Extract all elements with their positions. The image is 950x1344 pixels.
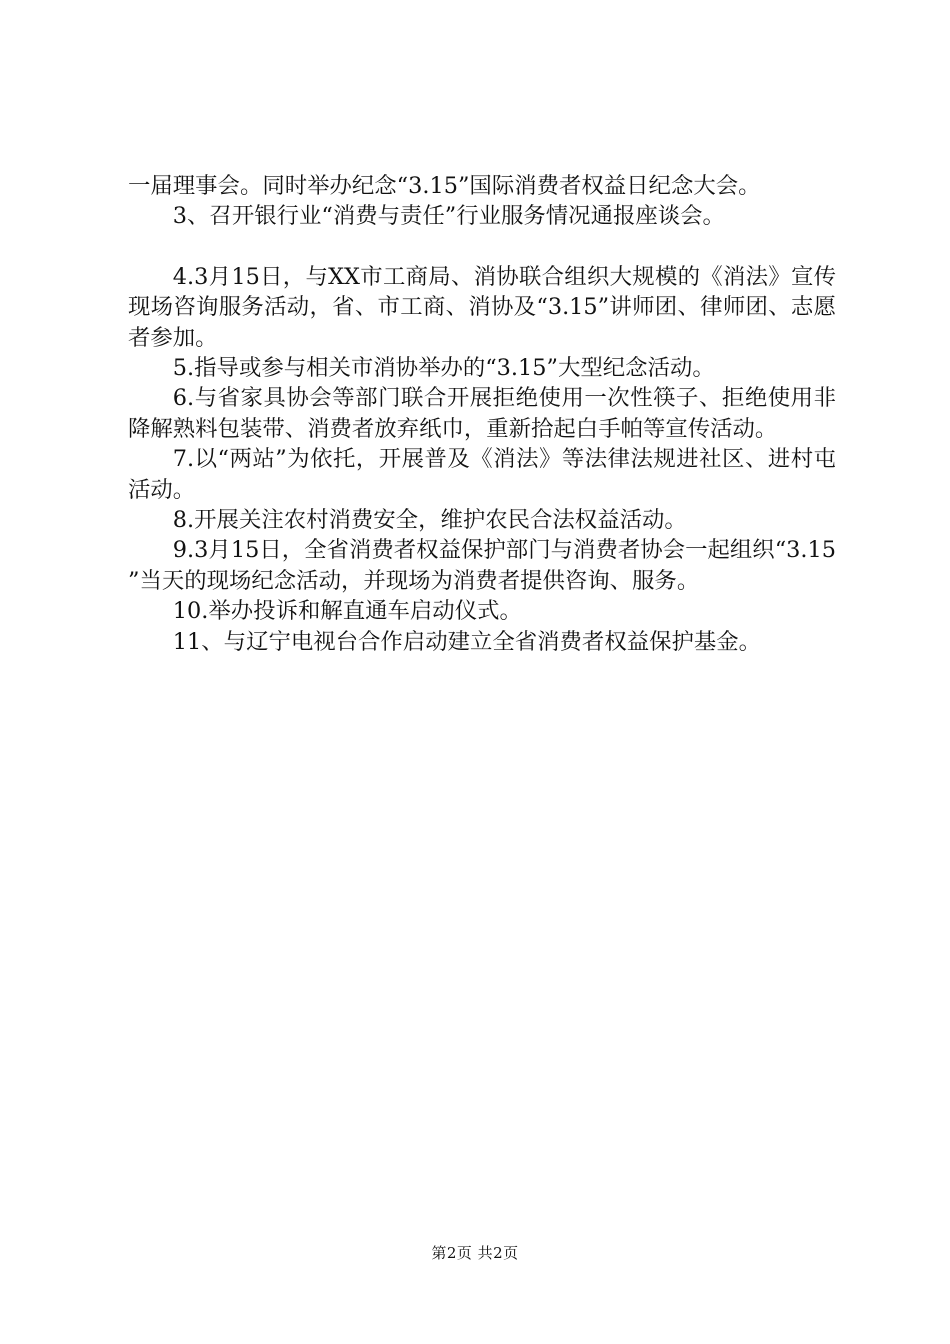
paragraph-item-9: 9.3月15日，全省消费者权益保护部门与消费者协会一起组织“3.15”当天的现场纪念活动，并现场为消费者提供咨询、服务。 xyxy=(128,537,836,594)
page-footer xyxy=(0,1242,950,1263)
paragraph-item-11: 11、与辽宁电视台合作启动建立全省消费者权益保护基金。 xyxy=(172,628,762,655)
paragraph-item-4: 4.3月15日，与XX市工商局、消协联合组织大规模的《消法》宣传现场咨询服务活动，省、市工商、消协及“3.15”讲师团、律师团、志愿者参加。 xyxy=(128,263,836,351)
paragraph-item-8: 8.开展关注农村消费安全，维护农民合法权益活动。 xyxy=(172,507,687,534)
paragraph-item-7: 7.以“两站”为依托，开展普及《消法》等法律法规进社区、进村屯活动。 xyxy=(128,446,836,503)
paragraph-item-3: 3、召开银行业“消费与责任”行业服务情况通报座谈会。 xyxy=(172,203,725,230)
page-number-label: 第2页 共2页 xyxy=(431,1244,519,1262)
paragraph-item-10: 10.举办投诉和解直通车启动仪式。 xyxy=(172,598,522,625)
paragraph-item-5: 5.指导或参与相关市消协举办的“3.15”大型纪念活动。 xyxy=(172,355,715,382)
document-body xyxy=(128,171,836,657)
paragraph-item-6: 6.与省家具协会等部门联合开展拒绝使用一次性筷子、拒绝使用非降解熟料包装带、消费者放弃纸巾，重新拾起白手帕等宣传活动。 xyxy=(128,385,836,442)
paragraph-continuation: 一届理事会。同时举办纪念“3.15”国际消费者权益日纪念大会。 xyxy=(128,173,761,199)
